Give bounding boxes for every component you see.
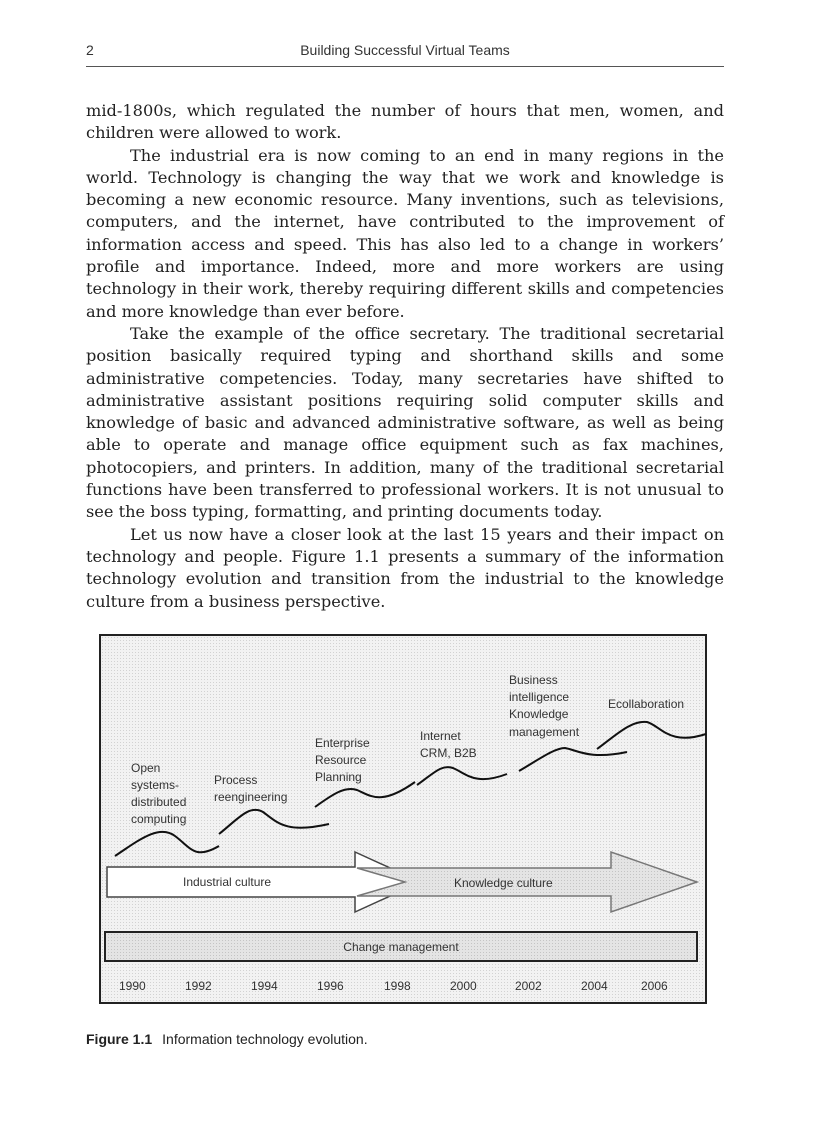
stage-line: Process — [214, 773, 258, 787]
stage-line: Ecollaboration — [608, 697, 685, 711]
year-axis — [119, 979, 668, 993]
paragraph: mid-1800s, which regulated the number of hours that men, women, and children were allowed to work. — [86, 101, 724, 143]
stage-line: CRM, B2B — [420, 746, 477, 760]
running-header — [86, 42, 724, 67]
change-management-label: Change management — [343, 940, 459, 954]
year-label: 1992 — [185, 979, 212, 993]
year-label: 1998 — [384, 979, 411, 993]
year-label: 1990 — [119, 979, 146, 993]
stage-line: Open — [131, 761, 161, 775]
stage-line: Resource — [315, 753, 367, 767]
figure-caption-label: Figure 1.1 — [86, 1031, 153, 1047]
paragraph: Take the example of the office secretary. The traditional secretarial position basically required typing and shorthand skills and some administrative competencies. Today, many secretaries have shifted to administrative assistant positions requiring solid computer skills and knowledge of basic and advanced administrative software, as well as being able to operate and manage office equipment such as fax machines, photocopiers, and printers. In addition, many of the traditional secretarial functions have been transferred to professional workers. It is not unusual to see the boss typing, formatting, and printing documents today. — [86, 323, 724, 522]
year-label: 2006 — [641, 979, 668, 993]
stage-line: intelligence — [509, 690, 570, 704]
year-label: 2002 — [515, 979, 542, 993]
body-text — [86, 100, 724, 613]
stage-line: systems- — [131, 778, 179, 792]
knowledge-culture-label: Knowledge culture — [454, 876, 553, 890]
running-title: Building Successful Virtual Teams — [300, 42, 510, 58]
year-label: 1994 — [251, 979, 278, 993]
figure-it-evolution — [99, 634, 707, 1004]
stage-line: Internet — [420, 729, 461, 743]
stage-line: reengineering — [214, 790, 288, 804]
paragraph: Let us now have a closer look at the last 15 years and their impact on technology and people. Figure 1.1 presents a summary of the information technology evolution and transition from the industrial to the knowledge culture from a business perspective. — [86, 524, 724, 611]
year-label: 1996 — [317, 979, 344, 993]
stage-label-ecollaboration — [608, 697, 684, 711]
page-number: 2 — [86, 42, 94, 58]
figure-caption-text: Information technology evolution. — [162, 1031, 368, 1047]
stage-line: distributed — [131, 795, 187, 809]
year-label: 2000 — [450, 979, 477, 993]
stage-line: Enterprise — [315, 736, 370, 750]
paragraph: The industrial era is now coming to an end in many regions in the world. Technology is changing the way that we work and knowledge is becoming a new economic resource. Many inventions, such as televisions, computers, and the internet, have contributed to the improvement of information access and speed. This has also led to a change in workers’ profile and importance. Indeed, more and more workers are using technology in their work, thereby requiring different skills and competencies and more knowledge than ever before. — [86, 145, 724, 321]
stage-line: Planning — [315, 770, 362, 784]
stage-line: Knowledge — [509, 707, 569, 721]
industrial-culture-label: Industrial culture — [183, 875, 272, 889]
figure-caption — [86, 1031, 368, 1047]
year-label: 2004 — [581, 979, 608, 993]
stage-line: computing — [131, 812, 187, 826]
stage-line: management — [509, 725, 580, 739]
stage-line: Business — [509, 673, 558, 687]
